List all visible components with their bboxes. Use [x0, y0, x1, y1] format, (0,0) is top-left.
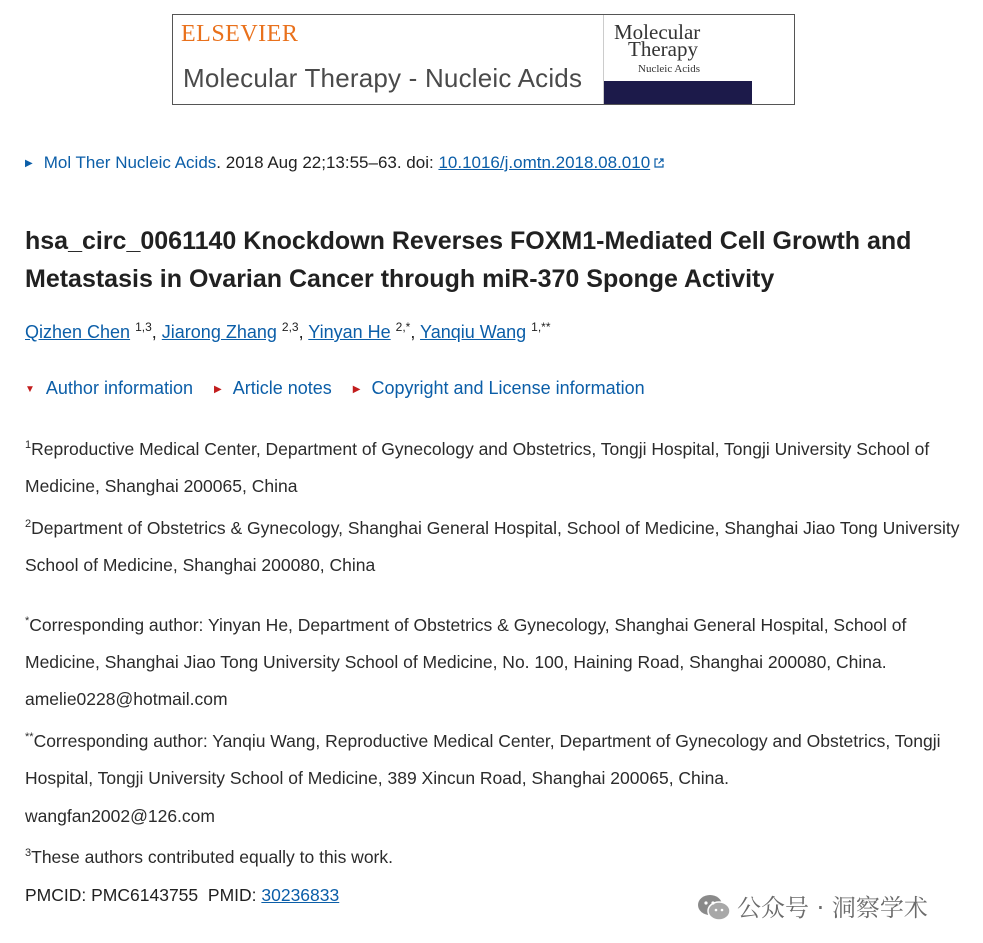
doi-link[interactable]: [438, 153, 664, 172]
note-sup: 3: [25, 847, 32, 860]
author-link[interactable]: Yinyan He: [308, 322, 391, 342]
doi-text: 10.1016/j.omtn.2018.08.010: [438, 153, 651, 172]
affiliation: [25, 506, 960, 585]
author-list: [25, 320, 551, 343]
author-separator: ,: [410, 322, 421, 342]
cover-band: [604, 81, 752, 104]
author-affil-sup: 2,3: [281, 320, 299, 334]
affiliation-sup: 2: [25, 517, 32, 530]
tab-author-information[interactable]: [25, 378, 193, 398]
journal-name: Molecular Therapy - Nucleic Acids: [183, 63, 583, 93]
author-link[interactable]: Qizhen Chen: [25, 322, 131, 342]
affiliation-text: Department of Obstetrics & Gynecology, Shanghai General Hospital, School of Medicine, Shanghai Jiao Tong University School of Medicine, Shanghai 200080, China: [25, 517, 960, 576]
affiliation: [25, 427, 960, 506]
email: amelie0228@hotmail.com: [25, 689, 228, 710]
publisher-logo: ELSEVIER: [181, 21, 299, 47]
triangle-right-icon: ▶: [352, 384, 361, 395]
corresponding-sup: *: [25, 614, 30, 627]
expand-triangle-icon[interactable]: ▶: [25, 158, 33, 169]
corresponding-text: Corresponding author: Yinyan He, Department of Obstetrics & Gynecology, Shanghai General Hospital, School of Medicine, Shanghai Jiao Tong University School of Medicine, No. 100, Haining Road, Shanghai 200080, China.: [25, 614, 907, 672]
note-text: These authors contributed equally to this work.: [31, 847, 393, 868]
external-link-icon: [654, 158, 664, 168]
author-affil-sup: 1,3: [135, 320, 152, 334]
corresponding-text: Corresponding author: Yanqiu Wang, Reproductive Medical Center, Department of Gynecology and Obstetrics, Tongji Hospital, Tongji University School of Medicine, 389 Xincun Road, Shanghai 200065, China.: [25, 730, 941, 789]
cover-title-line1: Molecular: [614, 20, 701, 44]
author-separator: ,: [151, 322, 162, 342]
tab-article-notes[interactable]: [214, 378, 332, 398]
tab-copyright-license[interactable]: [353, 378, 645, 398]
pmid-link[interactable]: 30236833: [261, 884, 340, 905]
affiliation-text: Reproductive Medical Center, Department of Gynecology and Obstetrics, Tongji Hospital, Tongji University School of Medicine, Shanghai 200065, China: [25, 438, 930, 497]
author-separator: ,: [298, 322, 309, 342]
email: wangfan2002@126.com: [25, 805, 215, 826]
author-information-panel: [25, 427, 960, 914]
info-toggles: [25, 378, 661, 399]
equal-contribution-note: [25, 835, 960, 876]
watermark-text: 公众号 · 洞察学术: [737, 894, 928, 922]
wechat-icon: [697, 894, 731, 922]
cover-title-line2: Therapy: [628, 37, 698, 61]
cover-title-line3: Nucleic Acids: [638, 63, 701, 75]
tab-label: Article notes: [232, 378, 332, 398]
pmcid-value: PMC6143755: [91, 884, 199, 905]
affiliation-sup: 1: [25, 439, 32, 451]
pmid-label: PMID:: [207, 884, 262, 905]
triangle-down-icon: ▼: [25, 384, 35, 395]
citation-line: [25, 153, 664, 173]
author-link[interactable]: Yanqiu Wang: [420, 322, 527, 342]
citation-details: . 2018 Aug 22;13:55–63. doi:: [216, 153, 439, 172]
wechat-watermark: [697, 888, 928, 923]
author-affil-sup: 1,**: [531, 320, 551, 334]
article-title: hsa_circ_0061140 Knockdown Reverses FOXM1-Mediated Cell Growth and Metastasis in Ovarian Cancer through miR-370 Sponge Activity: [25, 227, 912, 293]
journal-cover-image: [603, 15, 752, 104]
tab-label: Copyright and License information: [371, 378, 645, 398]
spacer: [25, 585, 960, 603]
journal-link[interactable]: Mol Ther Nucleic Acids: [43, 153, 217, 172]
pmcid-label: PMCID:: [25, 884, 92, 905]
triangle-right-icon: ▶: [214, 384, 222, 395]
author-link[interactable]: Jiarong Zhang: [161, 322, 277, 342]
corresponding-author: [25, 719, 960, 835]
corresponding-author: [25, 603, 960, 719]
author-affil-sup: 2,*: [395, 320, 411, 334]
corresponding-sup: **: [25, 730, 34, 743]
journal-banner[interactable]: [172, 14, 795, 105]
tab-label: Author information: [45, 378, 193, 398]
